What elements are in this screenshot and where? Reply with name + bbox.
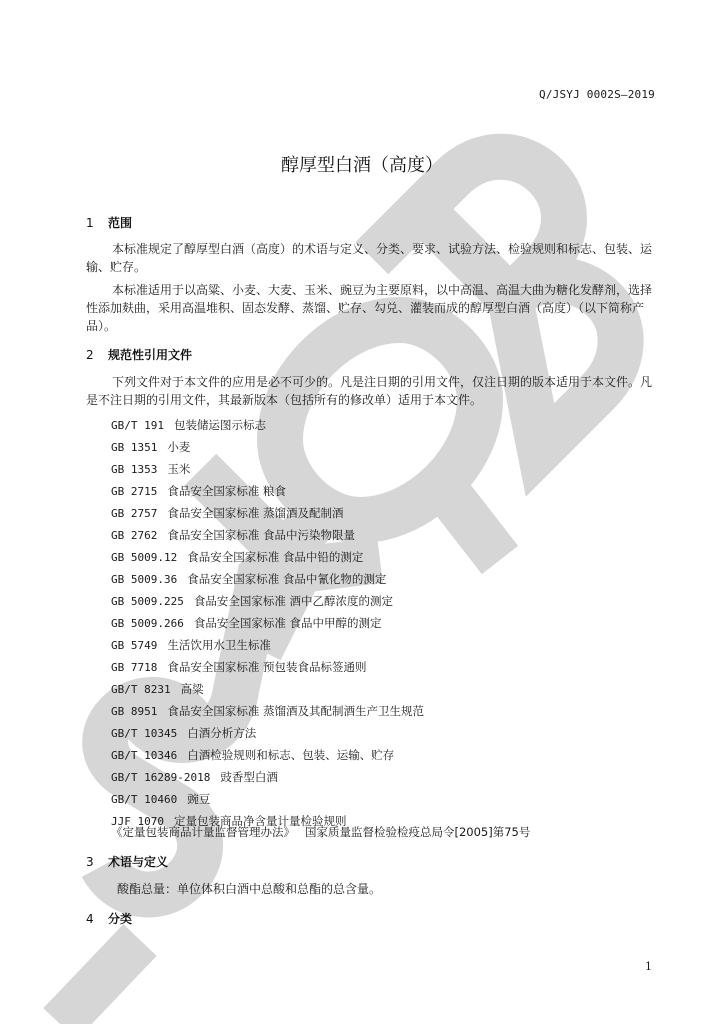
watermark-letter-q [280, 320, 500, 560]
reference-title: 食品安全国家标准 食品中铅的测定 [187, 550, 364, 564]
reference-item [111, 637, 271, 653]
reference-code: GB/T 191 [111, 419, 164, 432]
section-number: 3 [86, 855, 94, 869]
references-intro: 下列文件对于本文件的应用是必不可少的。凡是注日期的引用文件，仅注日期的版本适用于本文件。凡是不注日期的引用文件，其最新版本（包括所有的修改单）适用于本文件。 [86, 375, 653, 407]
reference-item [111, 681, 204, 697]
reference-code: GB/T 10460 [111, 793, 178, 806]
reference-code: GB 5009.12 [111, 551, 178, 564]
reference-code: GB 1351 [111, 441, 158, 454]
term-definition: 酸酯总量：单位体积白酒中总酸和总酯的总含量。 [117, 882, 382, 896]
reference-title: 定量包装商品净含量计量检验规则 [173, 814, 347, 828]
reference-title: 豉香型白酒 [220, 770, 278, 784]
reference-item [111, 571, 386, 587]
section-title: 范围 [108, 216, 133, 230]
reference-item [111, 659, 367, 675]
reference-title: 食品安全国家标准 食品中甲醇的测定 [193, 616, 382, 630]
reference-item [111, 593, 393, 609]
section-number: 1 [86, 216, 94, 230]
reference-code: GB 2762 [111, 529, 158, 542]
section-title: 术语与定义 [108, 855, 169, 869]
reference-title: 玉米 [167, 462, 191, 476]
reference-code: GB 7718 [111, 661, 158, 674]
section-number: 4 [86, 912, 94, 926]
section-heading-classification [86, 910, 132, 927]
section-title: 分类 [108, 912, 133, 926]
reference-code: GB/T 10345 [111, 727, 178, 740]
reference-item [111, 461, 190, 477]
reference-code: GB 1353 [111, 463, 158, 476]
reference-code: GB/T 10346 [111, 749, 178, 762]
reference-item [111, 483, 286, 499]
reference-code: JJF 1070 [111, 815, 164, 828]
reference-code: GB 2715 [111, 485, 158, 498]
page-number: 1 [645, 960, 652, 973]
reference-item [111, 769, 278, 785]
reference-title: 食品安全国家标准 酒中乙醇浓度的测定 [193, 594, 394, 608]
section-heading-terms [86, 853, 168, 870]
reference-title: 高粱 [180, 682, 204, 696]
reference-title: 食品安全国家标准 预包装食品标签通则 [167, 660, 367, 674]
reference-item [111, 417, 266, 433]
order-issuer: 国家质量监督检验检疫总局令[2005]第75号 [305, 825, 531, 839]
reference-title: 小麦 [167, 440, 191, 454]
reference-code: GB 2757 [111, 507, 158, 520]
order-reference [111, 824, 530, 840]
reference-title: 白酒分析方法 [187, 726, 257, 740]
reference-code: GB/T 16289-2018 [111, 771, 211, 784]
reference-title: 生活饮用水卫生标准 [167, 638, 271, 652]
reference-item [111, 527, 355, 543]
reference-code: GB/T 8231 [111, 683, 171, 696]
reference-code: GB 5009.266 [111, 617, 184, 630]
reference-item [111, 549, 363, 565]
reference-title: 食品安全国家标准 蒸馏酒及配制酒 [167, 506, 344, 520]
reference-item [111, 505, 344, 521]
reference-title: 食品安全国家标准 食品中污染物限量 [167, 528, 356, 542]
reference-item [111, 747, 394, 763]
reference-item [111, 725, 256, 741]
reference-title: 食品安全国家标准 食品中氰化物的测定 [187, 572, 387, 586]
reference-title: 包装储运图示标志 [173, 418, 266, 432]
reference-title: 食品安全国家标准 粮食 [167, 484, 287, 498]
reference-item [111, 439, 190, 455]
reference-item [111, 703, 424, 719]
document-title: 醇厚型白酒（高度） [281, 155, 443, 176]
section-heading-scope [86, 214, 132, 231]
reference-code: GB 5009.36 [111, 573, 178, 586]
scope-paragraph-2: 本标准适用于以高粱、小麦、大麦、玉米、豌豆为主要原料，以中高温、高温大曲为糖化发酵剂，选择性添加麸曲，采用高温堆积、固态发酵、蒸馏、贮存、勾兑、灌装而成的醇厚型白酒（高度）（以下简称产品）。 [86, 283, 653, 333]
section-number: 2 [86, 348, 94, 362]
reference-code: GB 5749 [111, 639, 158, 652]
scope-paragraph-1: 本标准规定了醇厚型白酒（高度）的术语与定义、分类、要求、试验方法、检验规则和标志、包装、运输、贮存。 [86, 242, 653, 274]
reference-code: GB 5009.225 [111, 595, 184, 608]
reference-code: GB 8951 [111, 705, 158, 718]
order-name: 《定量包装商品计量监督管理办法》 [111, 825, 295, 839]
reference-item [111, 615, 382, 631]
document-code: Q/JSYJ 0002S—2019 [539, 88, 655, 101]
section-title: 规范性引用文件 [108, 348, 193, 362]
watermark-letter-j2 [60, 940, 140, 1024]
reference-title: 食品安全国家标准 蒸馏酒及其配制酒生产卫生规范 [167, 704, 425, 718]
reference-title: 豌豆 [187, 792, 211, 806]
section-heading-normative-references [86, 346, 192, 363]
reference-title: 白酒检验规则和标志、包装、运输、贮存 [187, 748, 395, 762]
reference-item [111, 791, 210, 807]
